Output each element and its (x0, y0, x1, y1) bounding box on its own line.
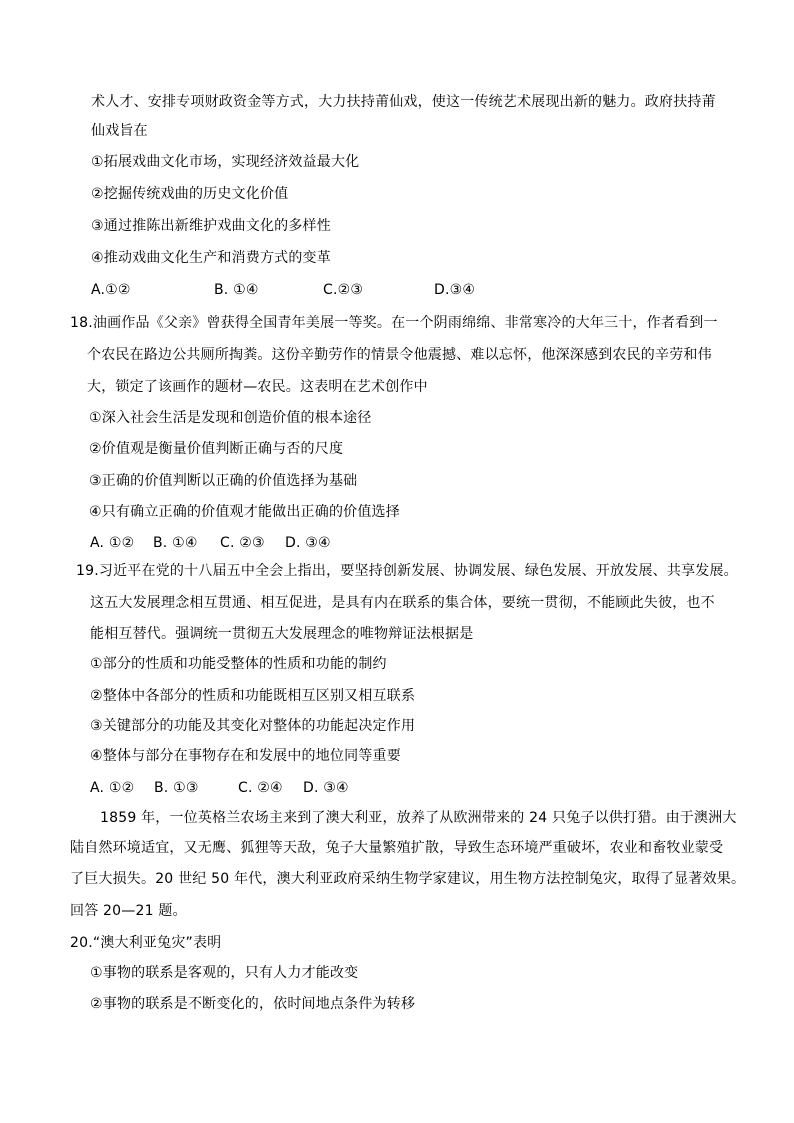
passage-line: 1859 年，一位英格兰农场主来到了澳大利亚，放养了从欧洲带来的 24 只兔子以供打猎。由于澳洲大 (100, 810, 737, 826)
q18-item: ③正确的价值判断以正确的价值选择为基础 (89, 473, 358, 489)
option-a: A.①② (91, 282, 131, 298)
q18-item: ④只有确立正确的价值观才能做出正确的价值选择 (89, 504, 400, 520)
option-a: A. ①② (90, 535, 135, 551)
q17-item: ③通过推陈出新维护戏曲文化的多样性 (91, 218, 331, 234)
q19-item: ③关键部分的功能及其变化对整体的功能起决定作用 (90, 718, 416, 734)
q17-stem-line: 术人才、安排专项财政资金等方式，大力扶持莆仙戏，使这一传统艺术展现出新的魅力。政府扶持莆 (91, 94, 716, 110)
option-d: D. ③④ (303, 780, 349, 796)
q17-item: ④推动戏曲文化生产和消费方式的变革 (91, 250, 331, 266)
option-c: C.②③ (323, 282, 364, 298)
q19-stem-line: 能相互替代。强调统一贯彻五大发展理念的唯物辩证法根据是 (90, 626, 474, 642)
option-b: B. ①④ (214, 282, 259, 298)
passage-line: 了巨大损失。20 世纪 50 年代，澳大利亚政府采纳生物学家建议，用生物方法控制兔灾，取得了显著效果。 (70, 871, 746, 887)
q19-item: ②整体中各部分的性质和功能既相互区别又相互联系 (90, 688, 416, 704)
q18-stem-line: 个农民在路边公共厕所掏粪。这份辛勤劳作的情景令他震撼、难以忘怀，他深深感到农民的辛劳和伟 (87, 347, 712, 363)
option-d: D.③④ (434, 282, 476, 298)
q18-stem-line: 18.油画作品《父亲》曾获得全国青年美展一等奖。在一个阴雨绵绵、非常寒冷的大年三十，作者看到一 (70, 315, 718, 331)
q20-stem: 20.“澳大利亚兔灾”表明 (70, 935, 222, 951)
option-b: B. ①④ (153, 535, 198, 551)
q18-item: ①深入社会生活是发现和创造价值的根本途径 (89, 410, 372, 426)
q19-item: ①部分的性质和功能受整体的性质和功能的制约 (90, 656, 387, 672)
option-c: C. ②③ (220, 535, 265, 551)
option-d: D. ③④ (285, 535, 331, 551)
option-a: A. ①② (90, 780, 135, 796)
q19-stem-line: 19.习近平在党的十八届五中全会上指出，要坚持创新发展、协调发展、绿色发展、开放发展、共享发展。 (76, 563, 738, 579)
q20-item: ②事物的联系是不断变化的，依时间地点条件为转移 (90, 996, 416, 1012)
option-b: B. ①③ (154, 780, 199, 796)
passage-line: 回答 20—21 题。 (70, 903, 187, 919)
q18-stem-line: 大，锁定了该画作的题材—农民。这表明在艺术创作中 (87, 379, 428, 395)
q18-item: ②价值观是衡量价值判断正确与否的尺度 (89, 441, 344, 457)
q20-item: ①事物的联系是客观的，只有人力才能改变 (90, 965, 359, 981)
q19-item: ④整体与部分在事物存在和发展中的地位同等重要 (90, 748, 401, 764)
q19-stem-line: 这五大发展理念相互贯通、相互促进，是具有内在联系的集合体，要统一贯彻，不能顾此失彼，也不 (90, 595, 715, 611)
q17-stem-line: 仙戏旨在 (91, 123, 148, 139)
q17-item: ②挖掘传统戏曲的历史文化价值 (91, 186, 289, 202)
option-c: C. ②④ (238, 780, 283, 796)
q17-item: ①拓展戏曲文化市场，实现经济效益最大化 (91, 154, 360, 170)
passage-line: 陆自然环境适宜，又无鹰、狐狸等天敌，兔子大量繁殖扩散，导致生态环境严重破坏，农业和畜牧业蒙受 (70, 840, 724, 856)
